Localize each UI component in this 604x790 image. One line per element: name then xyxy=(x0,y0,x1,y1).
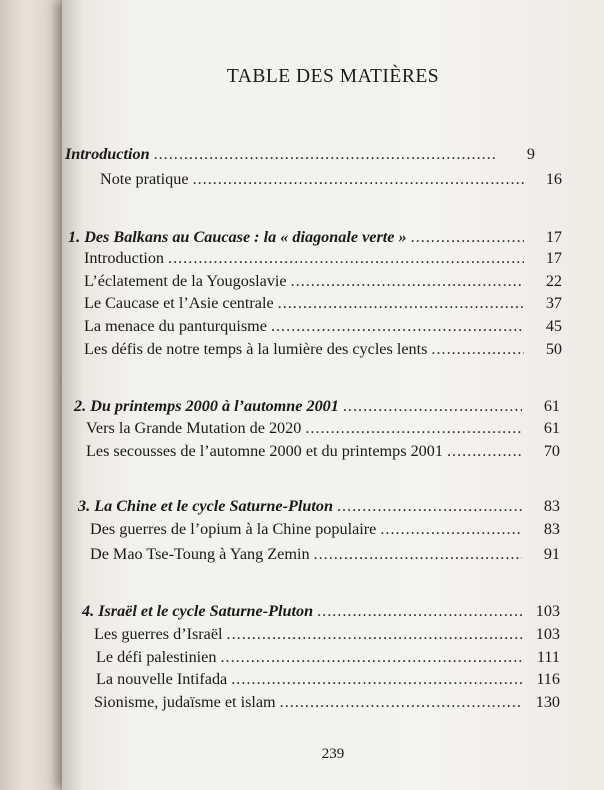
dot-leader xyxy=(314,545,522,564)
toc-entry xyxy=(94,693,560,712)
show-through-text xyxy=(62,0,604,130)
toc-entry xyxy=(86,442,560,461)
dot-leader xyxy=(317,602,522,621)
toc-chapter xyxy=(68,228,562,247)
toc-chapter-label: 3. La Chine et le cycle Saturne-Pluton xyxy=(78,497,333,515)
toc-entry-page: 103 xyxy=(535,625,560,643)
toc-entry-page: 17 xyxy=(545,249,562,267)
toc-entry-page: 83 xyxy=(543,520,560,538)
dot-leader xyxy=(337,497,522,516)
toc-entry-page: 111 xyxy=(536,648,560,666)
toc-entry-label: La nouvelle Intifada xyxy=(96,670,228,688)
toc-entry xyxy=(86,419,560,438)
toc-entry xyxy=(90,545,560,564)
dot-leader xyxy=(231,670,522,689)
toc-chapter-label: 4. Israël et le cycle Saturne-Pluton xyxy=(82,602,314,620)
toc-entry-page: 9 xyxy=(526,145,535,163)
toc-entry xyxy=(84,317,562,336)
toc-entry xyxy=(96,670,560,689)
dot-leader xyxy=(168,249,524,268)
toc-entry-label: Le défi palestinien xyxy=(96,648,217,666)
toc-entry-label: Introduction xyxy=(84,249,165,267)
toc-chapter xyxy=(78,497,560,516)
toc-entry xyxy=(84,249,562,268)
toc-entry-label: Des guerres de l’opium à la Chine populaire xyxy=(90,520,377,538)
dot-leader xyxy=(154,145,497,164)
toc-chapter-page: 103 xyxy=(535,602,560,620)
toc-entry-page: 70 xyxy=(543,442,560,460)
page-number: 239 xyxy=(321,746,345,762)
toc-entry-label: La menace du panturquisme xyxy=(84,317,267,335)
toc-entry-label: Les secousses de l’automne 2000 et du printemps 2001 xyxy=(86,442,443,460)
toc-entry xyxy=(90,520,560,539)
toc-entry-page: 45 xyxy=(545,317,562,335)
book-page xyxy=(62,0,604,790)
toc-chapter xyxy=(74,397,560,416)
toc-entry-label: Note pratique xyxy=(100,170,189,188)
previous-page-index-text xyxy=(2,162,61,170)
toc-entry-page: 22 xyxy=(545,272,562,290)
toc-entry-label: Les guerres d’Israël xyxy=(94,625,223,643)
toc-chapter-page: 61 xyxy=(543,397,560,415)
toc-entry xyxy=(84,340,562,359)
toc-chapter-page: 83 xyxy=(543,497,560,515)
dot-leader xyxy=(280,693,522,712)
toc-entry-label: De Mao Tse-Toung à Yang Zemin xyxy=(90,545,310,563)
toc-chapter-label: 2. Du printemps 2000 à l’automne 2001 xyxy=(74,397,339,415)
toc-entry-page: 61 xyxy=(543,419,560,437)
page-title: TABLE DES MATIÈRES xyxy=(226,66,440,87)
toc-entry-label: Vers la Grande Mutation de 2020 xyxy=(86,419,302,437)
toc-entry xyxy=(84,294,562,313)
toc-entry xyxy=(100,170,562,189)
dot-leader xyxy=(291,272,524,291)
toc-entry-page: 37 xyxy=(545,294,562,312)
toc-entry-page: 16 xyxy=(545,170,562,188)
dot-leader xyxy=(411,228,524,247)
dot-leader xyxy=(380,520,522,539)
toc-entry-label: Sionisme, judaïsme et islam xyxy=(94,693,276,711)
toc-entry-page: 130 xyxy=(535,693,560,711)
dot-leader xyxy=(305,419,522,438)
toc-entry-page: 91 xyxy=(543,545,560,563)
dot-leader xyxy=(447,442,522,461)
toc-entry xyxy=(84,272,562,291)
dot-leader xyxy=(278,294,524,313)
toc-entry-label: Le Caucase et l’Asie centrale xyxy=(84,294,274,312)
toc-entry xyxy=(65,145,535,164)
dot-leader xyxy=(227,625,522,644)
toc-chapter-page: 17 xyxy=(545,228,562,246)
dot-leader xyxy=(220,648,522,667)
dot-leader xyxy=(431,340,524,359)
toc-entry-label: L’éclatement de la Yougoslavie xyxy=(84,272,287,290)
toc-entry-page: 50 xyxy=(545,340,562,358)
toc-chapter xyxy=(82,602,560,621)
dot-leader xyxy=(193,170,524,189)
toc-entry xyxy=(94,625,560,644)
toc-entry-label: Les défis de notre temps à la lumière des cycles lents xyxy=(84,340,428,358)
toc-entry-page: 116 xyxy=(536,670,560,688)
dot-leader xyxy=(343,397,522,416)
toc-entry xyxy=(96,648,560,667)
dot-leader xyxy=(271,317,524,336)
toc-chapter-label: 1. Des Balkans au Caucase : la « diagonale verte » xyxy=(68,228,407,246)
toc-entry-label: Introduction xyxy=(65,145,150,163)
